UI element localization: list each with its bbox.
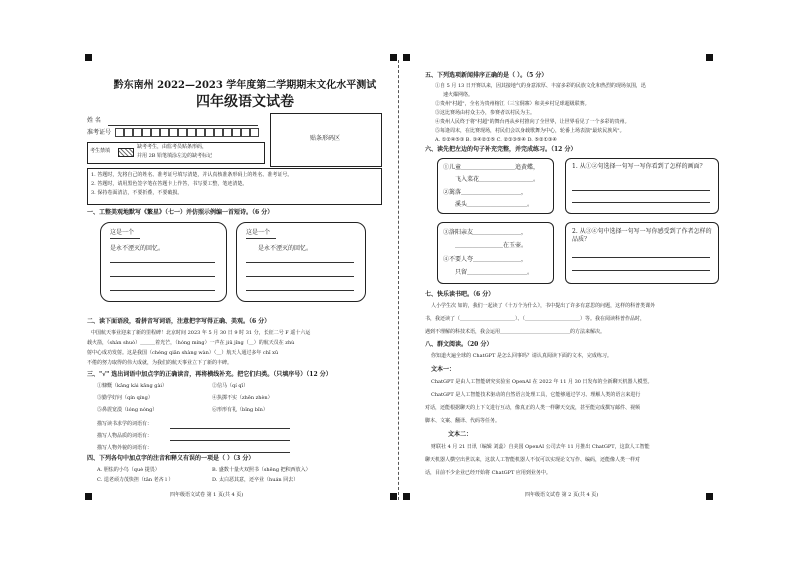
question-1: 一、工整美观地默写《繁星》（七一）并仿照示例编一首短诗。（6 分） <box>87 209 274 216</box>
q4-option-d: D. 太白恶其意，还卒业（huán 回去） <box>212 477 299 483</box>
q7-text-line: 书，我还读了（＿＿＿＿＿＿＿＿＿＿＿）、（＿＿＿＿＿＿＿＿＿＿＿）等。我在阅读科普作品时， <box>425 316 646 322</box>
name-label: 姓 名 <box>87 117 101 124</box>
q3-item: ③勤学好问（qín qíng） <box>97 395 153 401</box>
q2-text-line: 不倦的努力取得的伟大成就，为我们的航天事业立下了新的丰碑。 <box>87 360 233 366</box>
verse-line: 只留＿＿＿＿＿＿＿＿＿＿。 <box>455 269 534 276</box>
name-field[interactable] <box>108 125 258 126</box>
exam-title: 黔东南州 2022—2023 学年度第二学期期末文化水平测试 <box>113 80 377 91</box>
registration-mark <box>706 54 713 61</box>
text-2-line: 话，目前不少企业已经开始将 ChatGPT 应用到业务中。 <box>425 470 551 476</box>
text-1-line: ChatGPT 是由人工智能研究实验室 OpenAI 在 2022 年 11 月 30 日发布的全新聊天机器人模型。 <box>431 379 653 385</box>
registration-mark <box>390 493 397 500</box>
q3-blank-label: 描写人物品质的词语有： <box>97 433 153 439</box>
text-1-line: ChatGPT 是人工智能技术驱动的自然语言处理工具，它能够通过学习、理解人类的语言来进行 <box>431 392 641 398</box>
poem-line: 是永不湮灭的回忆。 <box>110 245 165 252</box>
q3-item: ⑥形形有礼（bǐng bǐn） <box>212 407 268 413</box>
verse-line: ④不要人夸＿＿＿＿＿＿＿＿， <box>443 256 528 263</box>
instruction-1: 1. 答题时，先将自己的姓名、准考证号填写清楚，并认真核准条形码上的姓名、准考证号。 <box>91 172 293 178</box>
q5-item: ⑤每逢周末，在比赛现场，村民们会以身载歌舞为中心，轮番上场表演"最炫民族风"。 <box>435 128 625 134</box>
registration-mark <box>403 493 410 500</box>
q5-item: ④贵州人民终于将"村超"的舞台再从乡村推向了全世界，让世界看见了一个多彩的贵州。 <box>435 119 630 125</box>
q5-item: ②贵州"村超"，全名为贵州榕江（三宝侗寨）和美乡村足球超级联赛。 <box>435 101 590 107</box>
question-3: 三、"√" 选出词语中加点字的正确读音，再将横线补充。把它们归类。（只填序号）（12 分） <box>87 371 332 378</box>
q3-item: ⑤鼻震宽漠（lóng nóng） <box>97 407 158 413</box>
registration-mark <box>85 493 92 500</box>
q2-text-line: 载火箭，（shàn shuò）＿＿＿着光芒，（hóng míng）一声在 jiǔ jǐng（＿）的航天员在 zhù <box>87 340 295 346</box>
q2-text-line: 中国航天事业迎来了新的里程碑！北京时间 2023 年 5 月 30 日 9 时 31 分，长征二号 F 遥十六运 <box>91 330 311 336</box>
q5-item: ①自 5 月 13 日开赛以来，因其接地气的身意浓厚、丰富多彩的民族文化和热烈的现场氛围，迅 <box>435 83 646 89</box>
verse-line: ③洛阳亲友＿＿＿＿＿＿＿＿， <box>443 229 528 236</box>
q3-blank-label: 描写人物外貌的词语有： <box>97 445 153 451</box>
page-fold-line <box>398 60 399 500</box>
exam-no-label: 准考证号 <box>87 129 112 136</box>
q5-item: ③这比赛场由村众主办，参赛者以村民为主。 <box>435 110 536 116</box>
registration-mark <box>85 54 92 61</box>
q3-blank-label: 描写读书求学的词语有： <box>97 421 153 427</box>
notice-label: 考生禁填 <box>90 148 111 154</box>
verse-line: 飞入菜花＿＿＿＿＿＿＿＿＿。 <box>455 176 540 183</box>
registration-mark <box>390 54 397 61</box>
instruction-2: 2. 答题时，请用黑色签字笔在答题卡上作答，书写要工整，笔迹清楚。 <box>91 181 248 187</box>
text-1-line: 对话，还能根据聊天的上下文进行互动，像真正的人类一样聊天交流，甚至能完成撰写邮件、视频 <box>425 405 641 411</box>
question-8: 八、群文阅读。（20 分） <box>425 341 493 348</box>
q3-item: ④执掷不实（zhēn zhèn） <box>212 395 273 401</box>
exam-subtitle: 四年级语文试卷 <box>196 94 294 110</box>
verse-line: 溪头＿＿＿＿＿＿＿＿＿＿。 <box>455 201 534 208</box>
q6-sub1-question: 1. 从①②句选择一句写一写你看到了怎样的画面？ <box>572 163 706 170</box>
q7-text-line: 遇到不理解的科技术语，我会运用＿＿＿＿＿＿＿＿＿＿＿＿＿＿的方法来解决。 <box>425 329 606 335</box>
q3-item: ①慷慨（kǎng kài kāng gài） <box>97 383 168 389</box>
verse-line: ②篱落＿＿＿＿＿＿＿＿＿＿， <box>443 189 528 196</box>
registration-mark <box>706 493 713 500</box>
q4-option-a: A. 胆怯的小鸟（què 提畏） <box>97 467 160 473</box>
question-2: 二、读下面语段，看拼音写词语，注意把字写得正确、美观。（6 分） <box>87 318 271 325</box>
q6-sub2-question: 2. 从③④句中选择一句写一写你感受到了作者怎样的品质？ <box>572 228 712 243</box>
q3-item: ②信马（qí qī） <box>212 383 249 389</box>
text-1-line: 脚本、文案、翻译、代码等任务。 <box>425 418 501 424</box>
notice-line-1: 缺考考生，由监考员贴条形码， <box>137 144 208 150</box>
text-1-label: 文本一： <box>431 366 456 373</box>
q3-answer-field[interactable] <box>170 440 290 441</box>
question-6: 六、读先把左边的句子补充完整，并完成练习。（12 分） <box>425 146 577 153</box>
q4-option-c: C. 逞老顽力茂快担（tān 老吝 l ） <box>97 477 174 483</box>
text-2-label: 文本二： <box>448 431 473 438</box>
q3-answer-field[interactable] <box>170 428 290 429</box>
verse-line: ①儿童＿＿＿＿＿＿＿＿＿追黄蝶， <box>443 164 540 171</box>
q3-answer-field[interactable] <box>170 452 290 453</box>
page-footer: 四年级语文试卷 第 2 页(共 4 页) <box>525 492 599 498</box>
instruction-3: 3. 保持卷面清洁，不要折叠，不要破损。 <box>91 190 183 196</box>
poem-answer-line: 是永不湮灭的回忆。 <box>258 245 313 252</box>
q5-item: 速火爆网络。 <box>443 92 474 98</box>
verse-line: ＿＿＿＿＿＿＿＿在玉壶。 <box>455 242 528 249</box>
poem-title: 这是一个 <box>110 229 135 236</box>
question-7: 七、快乐读书吧。（6 分） <box>425 291 495 298</box>
question-4: 四、下列各句中加点字的注音和释义有误的一项是（ ）（3 分） <box>87 455 255 462</box>
q5-options: A. ①②④⑤③ B. ③④②①⑤ C. ②①③⑤④ D. ⑤②①③④ <box>435 137 557 143</box>
question-5: 五、下列选项新闻排序正确的是（ ）。（5 分） <box>425 72 548 79</box>
q8-intro: 你知道火遍全球的 ChatGPT 是怎么回事吗？请认真阅读下面的文本，完成练习。 <box>431 353 612 359</box>
poem-answer-title: 这是一个 <box>246 229 271 236</box>
absent-mark-checkbox[interactable] <box>118 148 134 157</box>
registration-mark <box>403 54 410 61</box>
q4-option-b: B. 盛数十量火双照书（shēng 把积西放入） <box>212 467 311 473</box>
notice-line-2: 并用 2B 铅笔填涂左边的缺考标记 <box>137 153 213 159</box>
text-2-line: 财联社 4 月 21 日讯（编辑 刘蕊）自美国 OpenAI 公司去年 11 月推出 ChatGPT，这款人工智能 <box>431 444 650 450</box>
q7-text-line: 人小学生次 如的，我们一起读了《十万个为什么》，书中提出了许多有意思的问题，这样的科普类课外 <box>431 303 656 309</box>
barcode-area-label: 贴条形码区 <box>309 135 340 142</box>
text-2-line: 聊天机器人横空出世以来，这款人工智能机器人不仅可以实现论文写作、编码，还能像人类一样对 <box>425 457 641 463</box>
page-footer: 四年级语文试卷 第 1 页(共 4 页) <box>170 492 244 498</box>
q2-text-line: 射中心成功发射。这是我国（chéng qiān shàng wàn）（＿）航天人通过多年 chī xǔ <box>87 350 279 356</box>
